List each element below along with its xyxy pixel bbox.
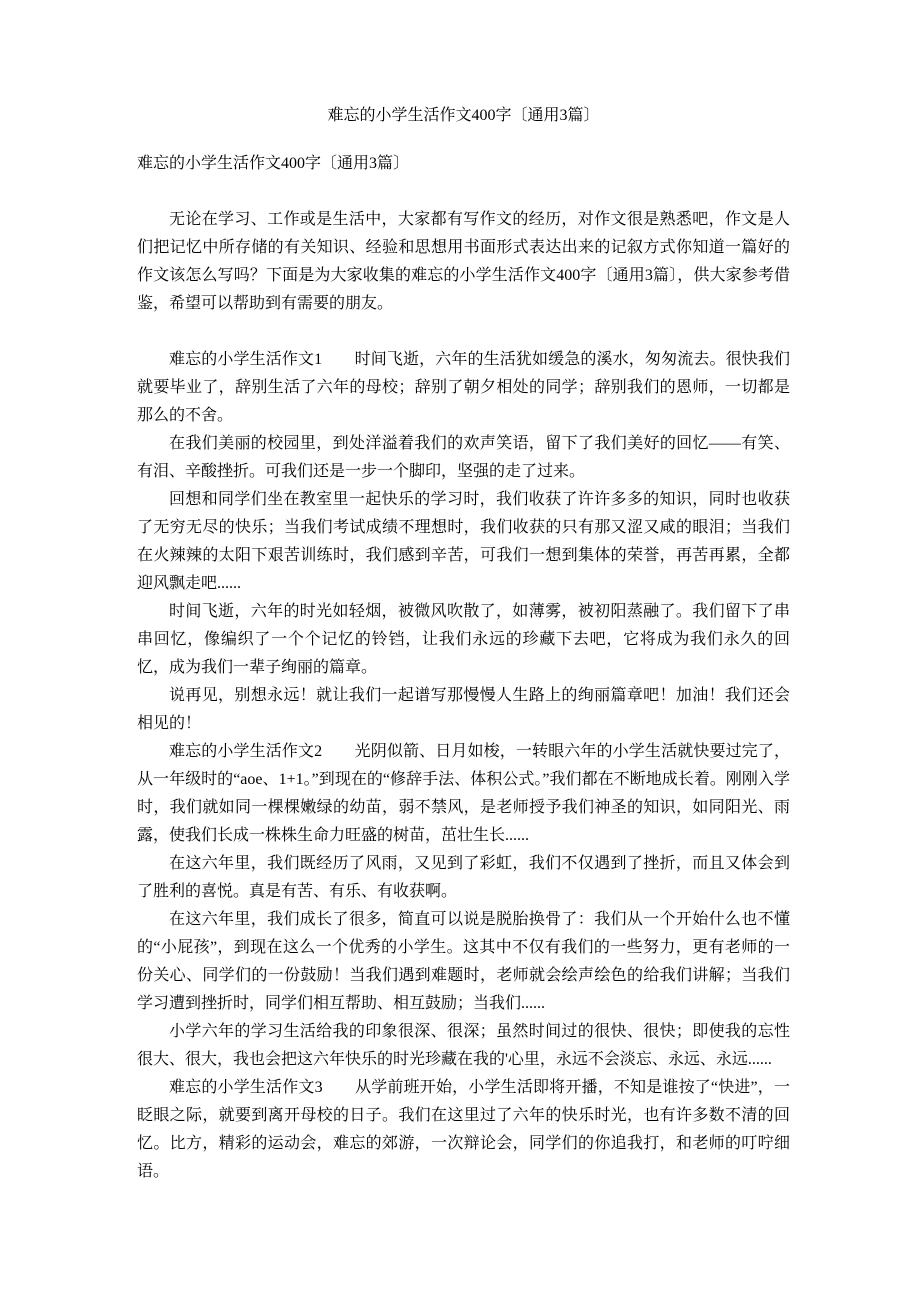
paragraph: 在我们美丽的校园里，到处洋溢着我们的欢声笑语，留下了我们美好的回忆——有笑、有泪、辛酸挫折。可我们还是一步一个脚印，坚强的走了过来。 (137, 435, 790, 480)
document-title: 难忘的小学生活作文400字〔通用3篇〕 (327, 107, 600, 124)
paragraph: 在这六年里，我们既经历了风雨，又见到了彩虹，我们不仅遇到了挫折，而且又体会到了胜利的喜悦。真是有苦、有乐、有收获啊。 (137, 855, 790, 900)
paragraph: 小学六年的学习生活给我的印象很深、很深；虽然时间过的很快、很快；即使我的忘性很大、很大，我也会把这六年快乐的时光珍藏在我的'心里，永远不会淡忘、永远、永远...... (137, 1023, 790, 1068)
essay-1-paragraph: 难忘的小学生活作文1 时间飞逝，六年的生活犹如缓急的溪水，匆匆流去。很快我们就要毕业了，辞别生活了六年的母校；辞别了朝夕相处的同学；辞别我们的恩师，一切都是那么的不舍。 (137, 351, 790, 424)
document-subtitle: 难忘的小学生活作文400字〔通用3篇〕 (137, 155, 410, 172)
essay-3-paragraph: 难忘的小学生活作文3 从学前班开始，小学生活即将开播，不知是谁按了“快进”，一眨眼之际，就要到离开母校的日子。我们在这里过了六年的快乐时光，也有许多数不清的回忆。比方，精彩的运动会，难忘的郊游，一次辩论会，同学们的你追我打，和老师的叮咛细语。 (137, 1079, 790, 1180)
paragraph: 回想和同学们坐在教室里一起快乐的学习时，我们收获了许许多多的知识，同时也收获了无穷无尽的快乐；当我们考试成绩不理想时，我们收获的只有那又涩又咸的眼泪；当我们在火辣辣的太阳下艰苦训练时，我们感到辛苦，可我们一想到集体的荣誉，再苦再累，全都迎风飘走吧...... (137, 491, 790, 592)
paragraph: 时间飞逝，六年的时光如轻烟，被微风吹散了，如薄雾，被初阳蒸融了。我们留下了串串回忆，像编织了一个个记忆的铃铛，让我们永远的珍藏下去吧，它将成为我们永久的回忆，成为我们一辈子绚丽的篇章。 (137, 603, 790, 676)
essay-2-paragraph: 难忘的小学生活作文2 光阴似箭、日月如梭，一转眼六年的小学生活就快要过完了，从一年级时的“aoe、1+1。”到现在的“修辞手法、体积公式。”我们都在不断地成长着。刚刚入学时，我们就如同一棵棵嫩绿的幼苗，弱不禁风，是老师授予我们神圣的知识，如同阳光、雨露，使我们长成一株株生命力旺盛的树苗，茁壮生长...... (137, 743, 790, 844)
paragraph: 说再见，别想永远！就让我们一起谱写那慢慢人生路上的绚丽篇章吧！加油！我们还会相见的！ (137, 687, 790, 732)
intro-paragraph: 无论在学习、工作或是生活中，大家都有写作文的经历，对作文很是熟悉吧，作文是人们把记忆中所存储的有关知识、经验和思想用书面形式表达出来的记叙方式你知道一篇好的作文该怎么写吗？下面是为大家收集的难忘的小学生活作文400字〔通用3篇〕，供大家参考借鉴，希望可以帮助到有需要的朋友。 (137, 211, 790, 312)
paragraph: 在这六年里，我们成长了很多，简直可以说是脱胎换骨了：我们从一个开始什么也不懂的“小屁孩”，到现在这么一个优秀的小学生。这其中不仅有我们的一些努力，更有老师的一份关心、同学们的一份鼓励！当我们遇到难题时，老师就会绘声绘色的给我们讲解；当我们学习遭到挫折时，同学们相互帮助、相互鼓励；当我们...... (137, 911, 790, 1012)
